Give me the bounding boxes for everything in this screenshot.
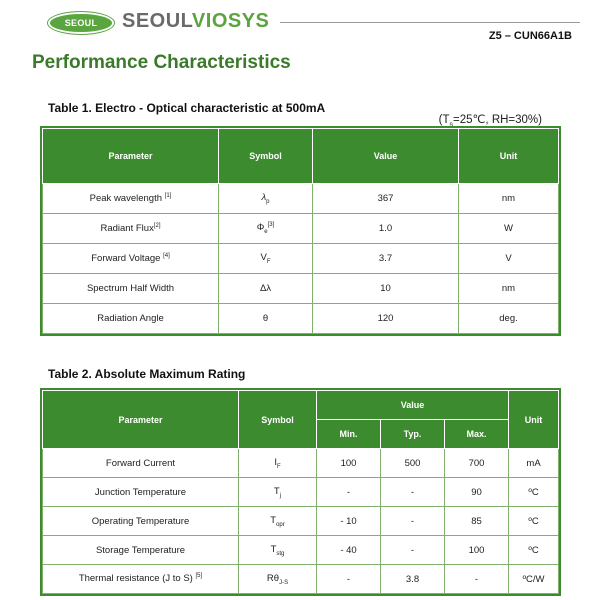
- parameter-cell: Operating Temperature: [43, 507, 239, 536]
- unit-cell: ºC/W: [509, 565, 559, 594]
- table-row: [43, 449, 559, 478]
- min-cell: - 40: [317, 536, 381, 565]
- min-cell: -: [317, 565, 381, 594]
- unit-cell: mA: [509, 449, 559, 478]
- symbol-cell: θ: [219, 304, 313, 334]
- unit-cell: deg.: [459, 304, 559, 334]
- table2-header-typ: Typ.: [381, 420, 445, 449]
- parameter-cell: Spectrum Half Width: [43, 274, 219, 304]
- table1-header-symbol: Symbol: [219, 129, 313, 184]
- seoulviosys-wordmark: [122, 10, 269, 33]
- value-cell: 3.7: [313, 244, 459, 274]
- symbol-cell: $T_{opr}$: [239, 507, 317, 536]
- table-row: [43, 536, 559, 565]
- table1-header-parameter: Parameter: [43, 129, 219, 184]
- electro-optical-table: [42, 128, 559, 334]
- unit-cell: nm: [459, 184, 559, 214]
- parameter-cell: Thermal resistance (J to S) [5]: [43, 565, 239, 594]
- symbol-cell: $T_j$: [239, 478, 317, 507]
- symbol-cell: Δλ: [219, 274, 313, 304]
- typ-cell: -: [381, 536, 445, 565]
- typ-cell: 500: [381, 449, 445, 478]
- table-row: [43, 507, 559, 536]
- max-cell: 85: [445, 507, 509, 536]
- unit-cell: ºC: [509, 507, 559, 536]
- table1-header-unit: Unit: [459, 129, 559, 184]
- absolute-max-rating-table: [42, 390, 559, 594]
- table2-header-parameter: Parameter: [43, 391, 239, 449]
- parameter-cell: Radiant Flux[2]: [43, 214, 219, 244]
- value-cell: 120: [313, 304, 459, 334]
- min-cell: - 10: [317, 507, 381, 536]
- table-row: [43, 304, 559, 334]
- min-cell: -: [317, 478, 381, 507]
- wordmark-suffix: VIOSYS: [191, 10, 270, 32]
- table2-header-unit: Unit: [509, 391, 559, 449]
- wordmark-prefix: SEOUL: [122, 10, 192, 32]
- header-divider: [280, 22, 580, 23]
- symbol-cell: $\Phi_e[3]$: [219, 214, 313, 244]
- symbol-cell: $V_F$: [219, 244, 313, 274]
- table2-header-row: [43, 391, 559, 420]
- table-row: [43, 184, 559, 214]
- max-cell: 100: [445, 536, 509, 565]
- min-cell: 100: [317, 449, 381, 478]
- typ-cell: 3.8: [381, 565, 445, 594]
- table2-caption: Table 2. Absolute Maximum Rating: [48, 367, 246, 381]
- table-row: [43, 244, 559, 274]
- value-cell: 367: [313, 184, 459, 214]
- parameter-cell: Radiation Angle: [43, 304, 219, 334]
- table-row: [43, 214, 559, 244]
- parameter-cell: Forward Current: [43, 449, 239, 478]
- value-cell: 10: [313, 274, 459, 304]
- unit-cell: W: [459, 214, 559, 244]
- parameter-cell: Junction Temperature: [43, 478, 239, 507]
- max-cell: -: [445, 565, 509, 594]
- unit-cell: nm: [459, 274, 559, 304]
- unit-cell: V: [459, 244, 559, 274]
- table1-caption: Table 1. Electro - Optical characteristic at 500mA: [48, 101, 326, 115]
- table2-header-max: Max.: [445, 420, 509, 449]
- document-header: [0, 0, 600, 50]
- parameter-cell: Peak wavelength [1]: [43, 184, 219, 214]
- table-row: [43, 565, 559, 594]
- parameter-cell: Storage Temperature: [43, 536, 239, 565]
- symbol-cell: $T_{stg}$: [239, 536, 317, 565]
- table1-header-value: Value: [313, 129, 459, 184]
- value-cell: 1.0: [313, 214, 459, 244]
- symbol-cell: $I_F$: [239, 449, 317, 478]
- table2-header-symbol: Symbol: [239, 391, 317, 449]
- typ-cell: -: [381, 507, 445, 536]
- max-cell: 90: [445, 478, 509, 507]
- table2-header-min: Min.: [317, 420, 381, 449]
- table1-condition: ($T_s=25℃$, RH=30%): [438, 114, 542, 129]
- table-row: [43, 478, 559, 507]
- table2-header-value: Value: [317, 391, 509, 420]
- unit-cell: ºC: [509, 478, 559, 507]
- typ-cell: -: [381, 478, 445, 507]
- section-title: Performance Characteristics: [32, 52, 291, 73]
- symbol-cell: $R\theta_{J-S}$: [239, 565, 317, 594]
- symbol-cell: $\lambda_p$: [219, 184, 313, 214]
- table-row: [43, 274, 559, 304]
- max-cell: 700: [445, 449, 509, 478]
- table1-header-row: [43, 129, 559, 184]
- parameter-cell: Forward Voltage [4]: [43, 244, 219, 274]
- seoul-logo-badge: SEOUL: [48, 12, 114, 34]
- unit-cell: ºC: [509, 536, 559, 565]
- document-code: Z5 – CUN66A1B: [488, 30, 572, 42]
